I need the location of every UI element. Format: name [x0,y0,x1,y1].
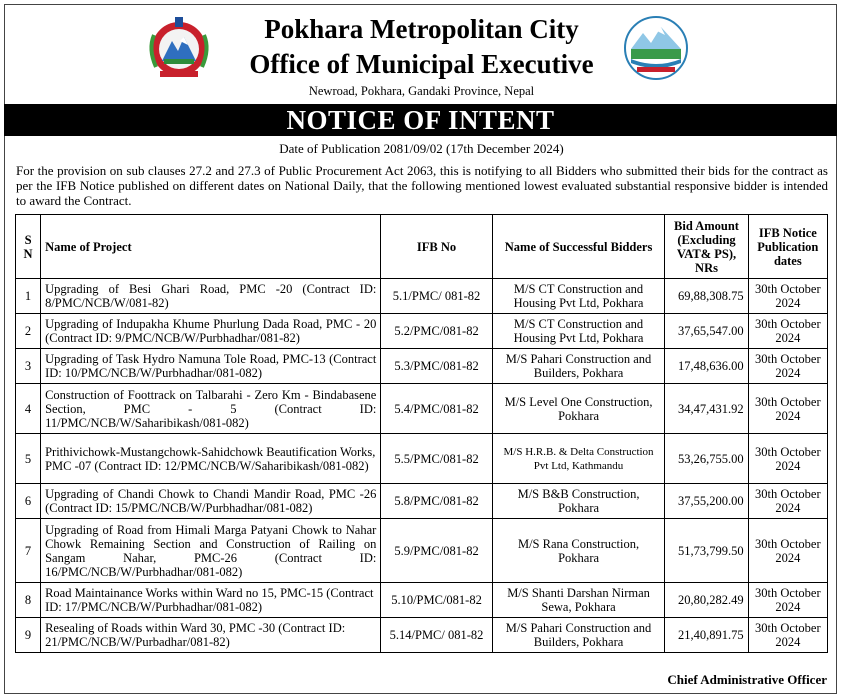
table-row [16,314,828,349]
office-address: Newroad, Pokhara, Gandaki Province, Nepal [308,84,535,98]
row-project: Road Maintainance Works within Ward no 15, PMC-15 (Contract ID: 17/PMC/NCB/W/Purbhadhar/081-082) [41,583,381,618]
row-sn: 8 [16,583,41,618]
awards-table [15,214,828,653]
row-project: Upgrading of Chandi Chowk to Chandi Mandir Road, PMC -26 (Contract ID: 15/PMC/NCB/W/Purbhadhar/081-082) [41,484,381,519]
row-amount: 53,26,755.00 [665,434,748,484]
row-bidder: M/S Pahari Construction and Builders, Pokhara [492,618,665,653]
row-sn: 9 [16,618,41,653]
header-ifb: IFB No [381,215,492,279]
pokhara-city-logo-icon [623,15,689,81]
header-date: IFB Notice Publication dates [748,215,827,279]
row-bidder: M/S B&B Construction, Pokhara [492,484,665,519]
row-project: Prithivichowk-Mustangchowk-Sahidchowk Beautification Works, PMC -07 (Contract ID: 12/PMC/NCB/W/Saharibikash/081-082) [41,434,381,484]
row-ifb: 5.14/PMC/ 081-82 [381,618,492,653]
row-date: 30th October 2024 [748,349,827,384]
row-sn: 6 [16,484,41,519]
row-project: Upgrading of Task Hydro Namuna Tole Road, PMC-13 (Contract ID: 10/PMC/NCB/W/Purbhadhar/081-082) [41,349,381,384]
row-sn: 3 [16,349,41,384]
row-date: 30th October 2024 [748,314,827,349]
row-amount: 37,55,200.00 [665,484,748,519]
row-ifb: 5.3/PMC/081-82 [381,349,492,384]
row-date: 30th October 2024 [748,434,827,484]
publication-date: Date of Publication 2081/09/02 (17th December 2024) [279,141,564,156]
row-date: 30th October 2024 [748,279,827,314]
row-sn: 2 [16,314,41,349]
row-amount: 37,65,547.00 [665,314,748,349]
row-ifb: 5.5/PMC/081-82 [381,434,492,484]
row-ifb: 5.4/PMC/081-82 [381,384,492,434]
row-amount: 51,73,799.50 [665,519,748,583]
table-row [16,618,828,653]
row-bidder: M/S CT Construction and Housing Pvt Ltd, Pokhara [492,314,665,349]
table-row [16,349,828,384]
header-sn: S N [16,215,41,279]
row-date: 30th October 2024 [748,618,827,653]
table-row [16,519,828,583]
row-date: 30th October 2024 [748,519,827,583]
row-ifb: 5.1/PMC/ 081-82 [381,279,492,314]
row-bidder: M/S H.R.B. & Delta Construction Pvt Ltd, Kathmandu [492,434,665,484]
signature-title: Chief Administrative Officer [667,672,827,687]
office-title-line2: Office of Municipal Executive [249,49,594,79]
header-amount: Bid Amount (Excluding VAT& PS), NRs [665,215,748,279]
notice-title: NOTICE OF INTENT [4,104,837,136]
row-ifb: 5.2/PMC/081-82 [381,314,492,349]
row-amount: 69,88,308.75 [665,279,748,314]
row-project: Upgrading of Besi Ghari Road, PMC -20 (Contract ID: 8/PMC/NCB/W/081-82) [41,279,381,314]
row-bidder: M/S CT Construction and Housing Pvt Ltd, Pokhara [492,279,665,314]
row-ifb: 5.9/PMC/081-82 [381,519,492,583]
row-sn: 7 [16,519,41,583]
table-row [16,484,828,519]
row-ifb: 5.8/PMC/081-82 [381,484,492,519]
row-project: Upgrading of Indupakha Khume Phurlung Dada Road, PMC - 20 (Contract ID: 9/PMC/NCB/W/Purbhadhar/081-82) [41,314,381,349]
row-amount: 17,48,636.00 [665,349,748,384]
row-date: 30th October 2024 [748,384,827,434]
row-amount: 20,80,282.49 [665,583,748,618]
row-ifb: 5.10/PMC/081-82 [381,583,492,618]
row-amount: 34,47,431.92 [665,384,748,434]
row-sn: 4 [16,384,41,434]
row-project: Resealing of Roads within Ward 30, PMC -30 (Contract ID: 21/PMC/NCB/W/Purbadhar/081-82) [41,618,381,653]
row-bidder: M/S Rana Construction, Pokhara [492,519,665,583]
header-project: Name of Project [41,215,381,279]
notice-intro: For the provision on sub clauses 27.2 and 27.3 of Public Procurement Act 2063, this is notifying to all Bidders who submitted their bids for the contract as per the IFB Notice published on different dates on National Daily, that the following mentioned lowest evaluated substantial responsive bidder is intended to award the Contract. [16,163,828,208]
table-row [16,279,828,314]
row-date: 30th October 2024 [748,484,827,519]
table-row [16,434,828,484]
table-row [16,583,828,618]
row-project: Construction of Foottrack on Talbarahi - Zero Km - Bindabasene Section, PMC - 5 (Contract ID: 11/PMC/NCB/W/Saharibikash/081-082) [41,384,381,434]
header-bidder: Name of Successful Bidders [492,215,665,279]
row-sn: 1 [16,279,41,314]
office-title-line1: Pokhara Metropolitan City [264,14,579,44]
table-header-row [16,215,828,279]
table-row [16,384,828,434]
row-bidder: M/S Shanti Darshan Nirman Sewa, Pokhara [492,583,665,618]
row-sn: 5 [16,434,41,484]
letterhead [0,0,843,102]
row-bidder: M/S Level One Construction, Pokhara [492,384,665,434]
row-project: Upgrading of Road from Himali Marga Patyani Chowk to Nahar Chowk Remaining Section and Construction of Railing on Sangam Nahar, PMC-26 (Contract ID: 16/PMC/NCB/W/Purbhadhar/081-082) [41,519,381,583]
row-amount: 21,40,891.75 [665,618,748,653]
row-date: 30th October 2024 [748,583,827,618]
row-bidder: M/S Pahari Construction and Builders, Pokhara [492,349,665,384]
